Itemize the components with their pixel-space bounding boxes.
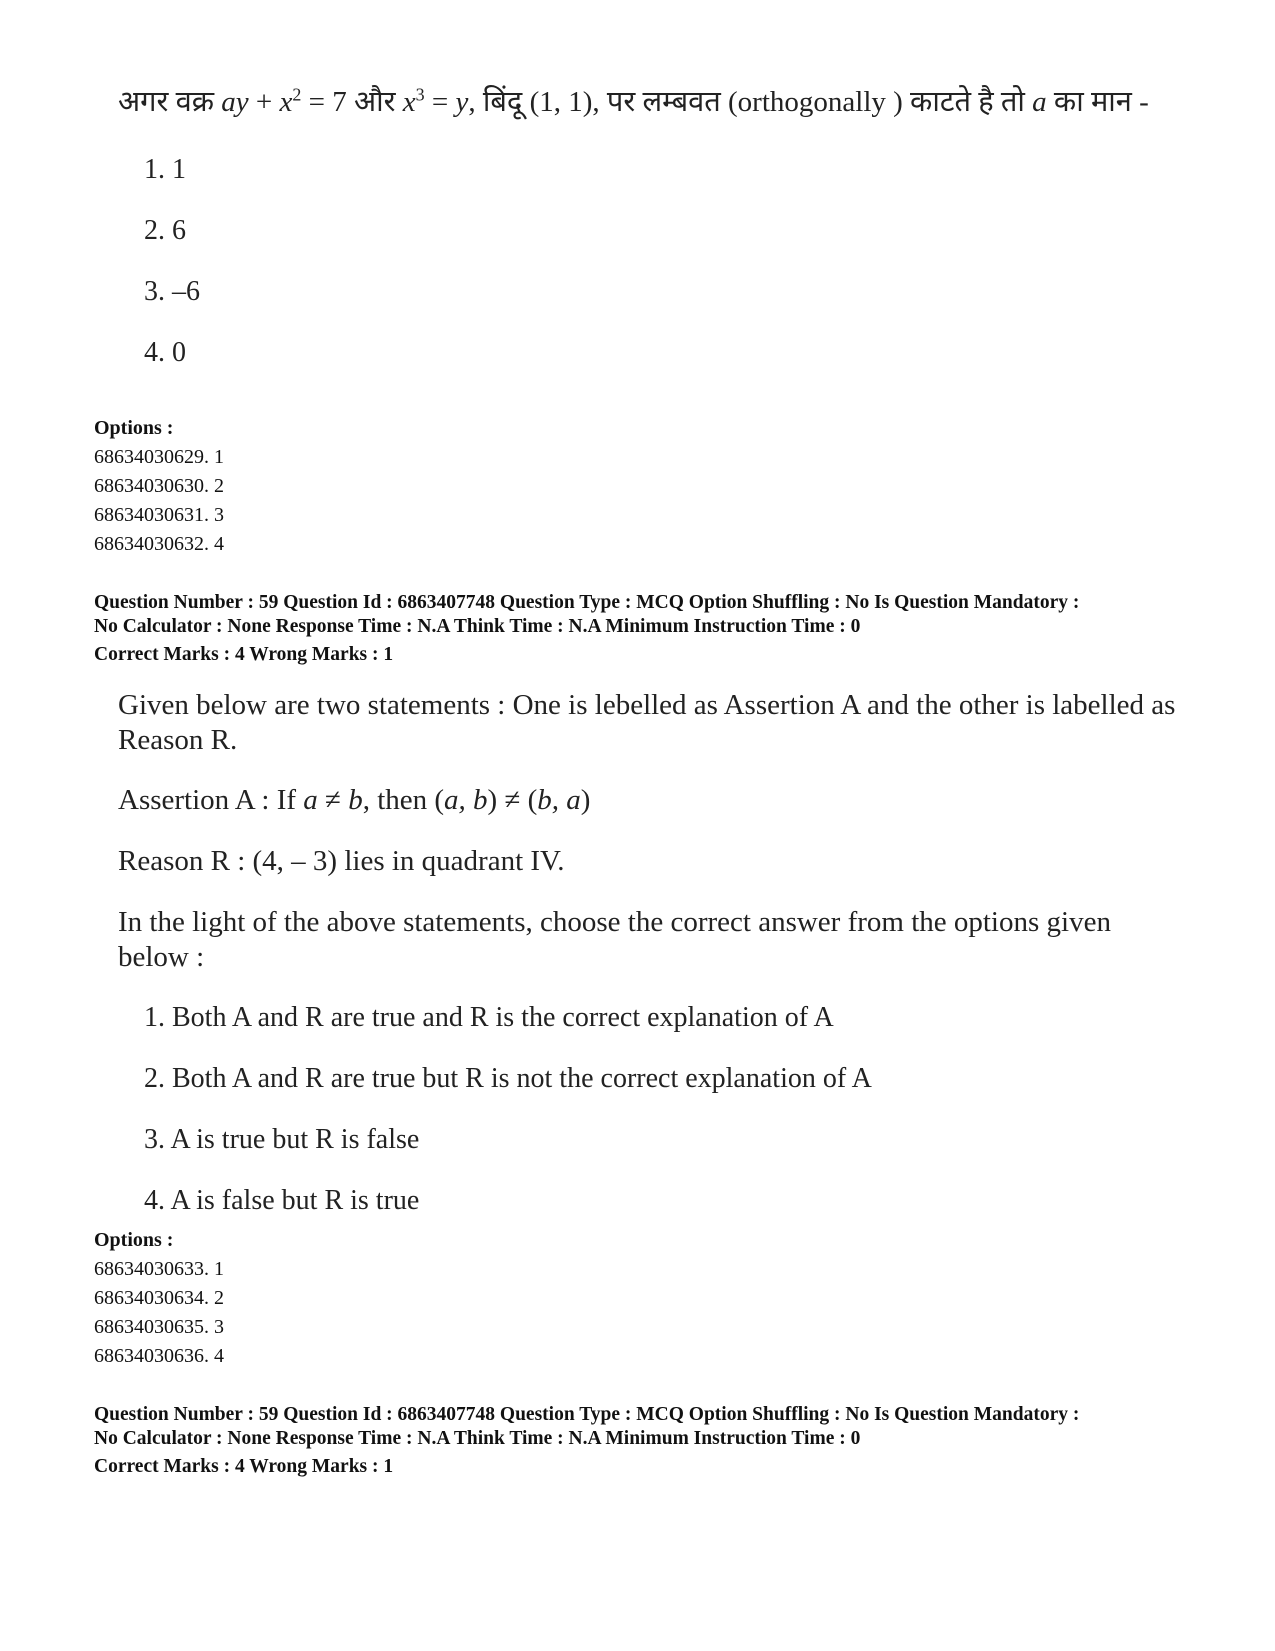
meta-line: No Calculator : None Response Time : N.A Think Time : N.A Minimum Instruction Time : 0 <box>94 616 861 637</box>
assertion-line <box>118 783 1178 818</box>
stem-text: , बिंदू (1, 1), पर लम्बवत (orthogonally ) काटते है तो <box>468 86 1033 118</box>
question-2-instruction: In the light of the above statements, choose the correct answer from the options given below : <box>118 906 1111 973</box>
options-label: Options : <box>94 1229 174 1251</box>
stem-text: अगर वक्र <box>118 86 222 118</box>
options-block-2 <box>94 1226 224 1371</box>
stem-math: ay <box>221 86 249 118</box>
option-id-item: 68634030630. 2 <box>94 475 224 497</box>
option-id-item: 68634030633. 1 <box>94 1258 224 1280</box>
options-label: Options : <box>94 417 174 439</box>
question-1-stem <box>118 82 1178 122</box>
assertion-text: ) ≠ ( <box>487 784 538 816</box>
stem-text: का मान - <box>1046 86 1149 118</box>
stem-math: y <box>455 86 469 118</box>
question-meta-2 <box>94 1403 1204 1479</box>
option-id-item: 68634030631. 3 <box>94 504 224 526</box>
stem-text: = <box>424 86 456 118</box>
assertion-math: a <box>303 784 318 816</box>
option-id-item: 68634030634. 2 <box>94 1287 224 1309</box>
stem-text: = 7 और <box>301 86 403 118</box>
question-1-choices <box>144 152 1178 371</box>
meta-line: Question Number : 59 Question Id : 6863407748 Question Type : MCQ Option Shuffling : No Is Question Mandatory : <box>94 592 1080 613</box>
assertion-math: b <box>348 784 363 816</box>
question-2-image <box>118 688 1178 1219</box>
assertion-math: b, a <box>537 784 581 816</box>
stem-math: a <box>1032 86 1047 118</box>
meta-line: No Calculator : None Response Time : N.A Think Time : N.A Minimum Instruction Time : 0 <box>94 1428 861 1449</box>
assertion-text: ≠ <box>317 784 349 816</box>
assertion-text: Assertion A : If <box>118 784 304 816</box>
marks-line: Correct Marks : 4 Wrong Marks : 1 <box>94 1456 394 1477</box>
option-id-item: 68634030635. 3 <box>94 1316 224 1338</box>
options-block-1 <box>94 414 224 559</box>
question-1-image <box>118 82 1178 371</box>
choice-item: 3. A is true but R is false <box>144 1124 420 1155</box>
option-id-item: 68634030629. 1 <box>94 446 224 468</box>
choice-item: 3. –6 <box>144 276 200 307</box>
stem-text: + <box>248 86 280 118</box>
choice-item: 1. Both A and R are true and R is the correct explanation of A <box>144 1002 834 1033</box>
choice-item: 1. 1 <box>144 154 186 185</box>
stem-exponent: 3 <box>415 84 425 105</box>
option-id-item: 68634030636. 4 <box>94 1345 224 1367</box>
question-2-choices <box>144 1000 1178 1219</box>
choice-item: 2. Both A and R are true but R is not the correct explanation of A <box>144 1063 872 1094</box>
option-id-item: 68634030632. 4 <box>94 533 224 555</box>
choice-item: 2. 6 <box>144 215 186 246</box>
marks-line: Correct Marks : 4 Wrong Marks : 1 <box>94 644 394 665</box>
reason-line: Reason R : (4, – 3) lies in quadrant IV. <box>118 845 565 877</box>
stem-math: x <box>279 86 293 118</box>
stem-exponent: 2 <box>292 84 302 105</box>
choice-item: 4. 0 <box>144 337 186 368</box>
assertion-text: ) <box>580 784 591 816</box>
question-2-intro: Given below are two statements : One is lebelled as Assertion A and the other is labelled as Reason R. <box>118 689 1176 756</box>
choice-item: 4. A is false but R is true <box>144 1185 420 1216</box>
assertion-text: , then ( <box>362 784 445 816</box>
stem-math: x <box>402 86 416 118</box>
question-meta-1 <box>94 591 1204 667</box>
meta-line: Question Number : 59 Question Id : 6863407748 Question Type : MCQ Option Shuffling : No Is Question Mandatory : <box>94 1404 1080 1425</box>
assertion-math: a, b <box>444 784 488 816</box>
